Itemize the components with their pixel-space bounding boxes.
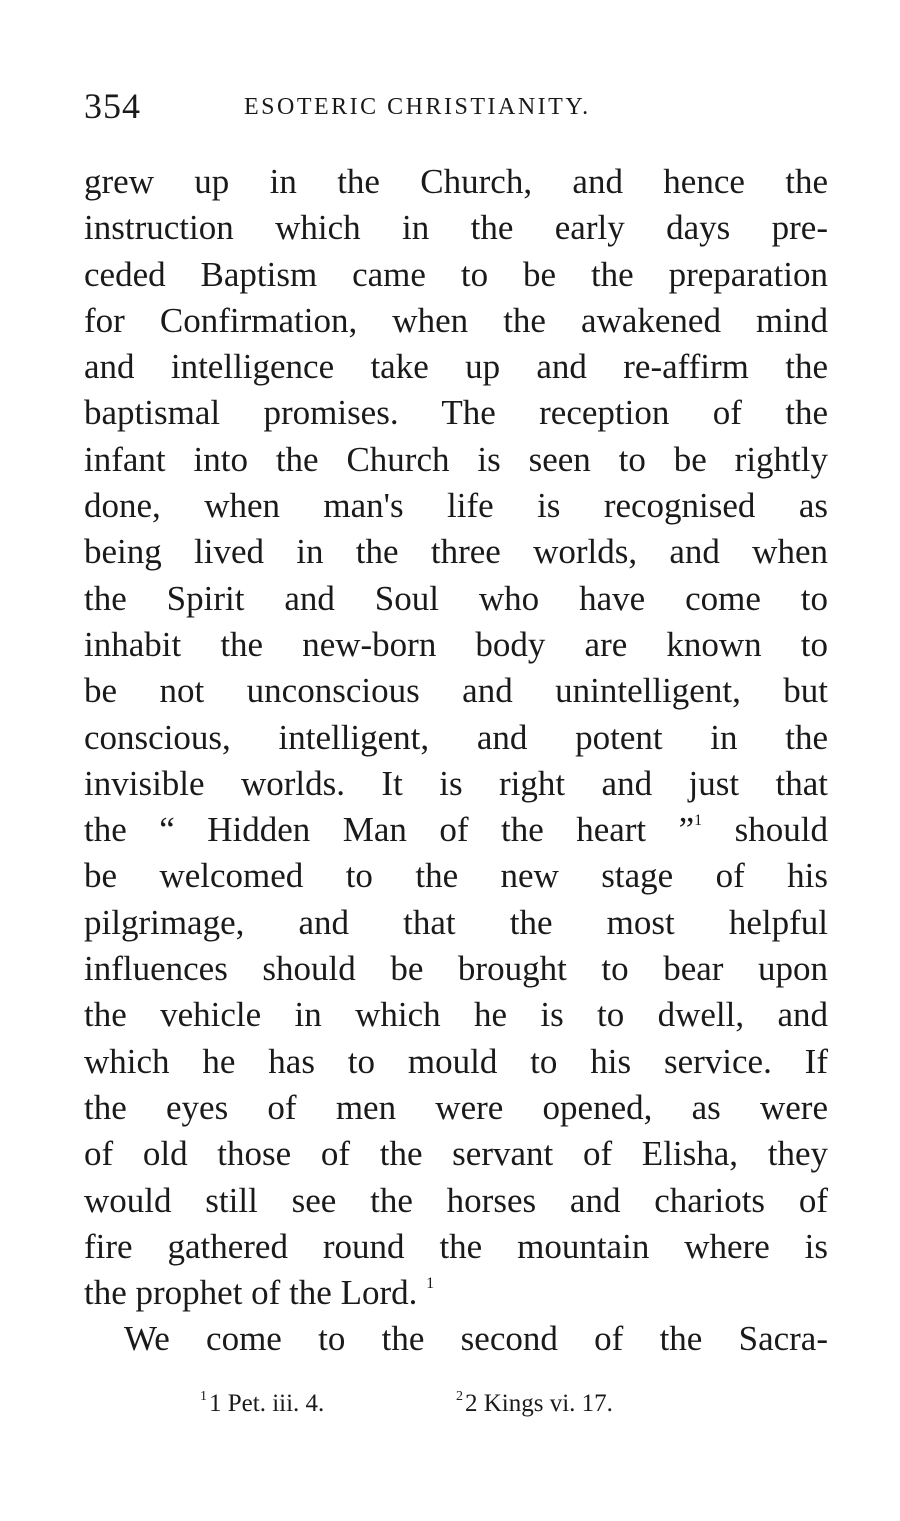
text-line: instruction which in the early days pre- — [84, 208, 828, 248]
text-line: which he has to mould to his service. If — [84, 1041, 828, 1081]
text-line: baptismal promises. The reception of the — [84, 393, 828, 433]
text-line: of old those of the servant of Elisha, they — [84, 1134, 828, 1174]
text-line-part: the “ Hidden Man of the heart ” — [84, 810, 695, 850]
text-line: fire gathered round the mountain where is — [84, 1226, 828, 1266]
footnote — [456, 1386, 613, 1422]
footnote-mark: 1 — [200, 1389, 207, 1404]
footnote-reference: 1 — [694, 812, 703, 830]
text-line: be welcomed to the new stage of his — [84, 856, 828, 896]
text-line: done, when man's life is recognised as — [84, 486, 828, 526]
footnote-text: 1 Pet. iii. 4. — [209, 1390, 325, 1417]
footnote — [200, 1386, 324, 1422]
footnote-reference: 1 — [426, 1275, 435, 1293]
text-line-part: the prophet of the Lord. — [84, 1273, 418, 1313]
text-line: the vehicle in which he is to dwell, and — [84, 995, 828, 1035]
text-line: pilgrimage, and that the most helpful — [84, 902, 828, 942]
page-header — [84, 84, 824, 128]
text-line: would still see the horses and chariots of — [84, 1180, 828, 1220]
text-line: ceded Baptism came to be the preparation — [84, 254, 828, 294]
text-line: infant into the Church is seen to be rightly — [84, 439, 828, 479]
text-line-with-note — [84, 1270, 828, 1316]
text-line: being lived in the three worlds, and when — [84, 532, 828, 572]
text-line-part: should — [734, 810, 828, 850]
page-number: 354 — [84, 86, 141, 126]
text-line: the Spirit and Soul who have come to — [84, 578, 828, 618]
text-line: grew up in the Church, and hence the — [84, 162, 828, 201]
text-line: for Confirmation, when the awakened mind — [84, 300, 828, 340]
footnote-mark: 2 — [456, 1389, 463, 1404]
text-line: the eyes of men were opened, as were — [84, 1087, 828, 1127]
paragraph-start: We come to the second of the Sacra- — [124, 1319, 828, 1359]
text-line: conscious, intelligent, and potent in the — [84, 717, 828, 757]
footnote-text: 2 Kings vi. 17. — [465, 1390, 613, 1417]
text-line: inhabit the new-born body are known to — [84, 624, 828, 664]
running-title: ESOTERIC CHRISTIANITY. — [244, 94, 591, 120]
text-line: be not unconscious and unintelligent, but — [84, 671, 828, 711]
text-line: and intelligence take up and re-affirm the — [84, 347, 828, 387]
text-line: invisible worlds. It is right and just that — [84, 763, 828, 803]
body-text — [84, 159, 828, 1363]
text-line-with-note — [84, 807, 828, 853]
text-line: influences should be brought to bear upon — [84, 949, 828, 989]
